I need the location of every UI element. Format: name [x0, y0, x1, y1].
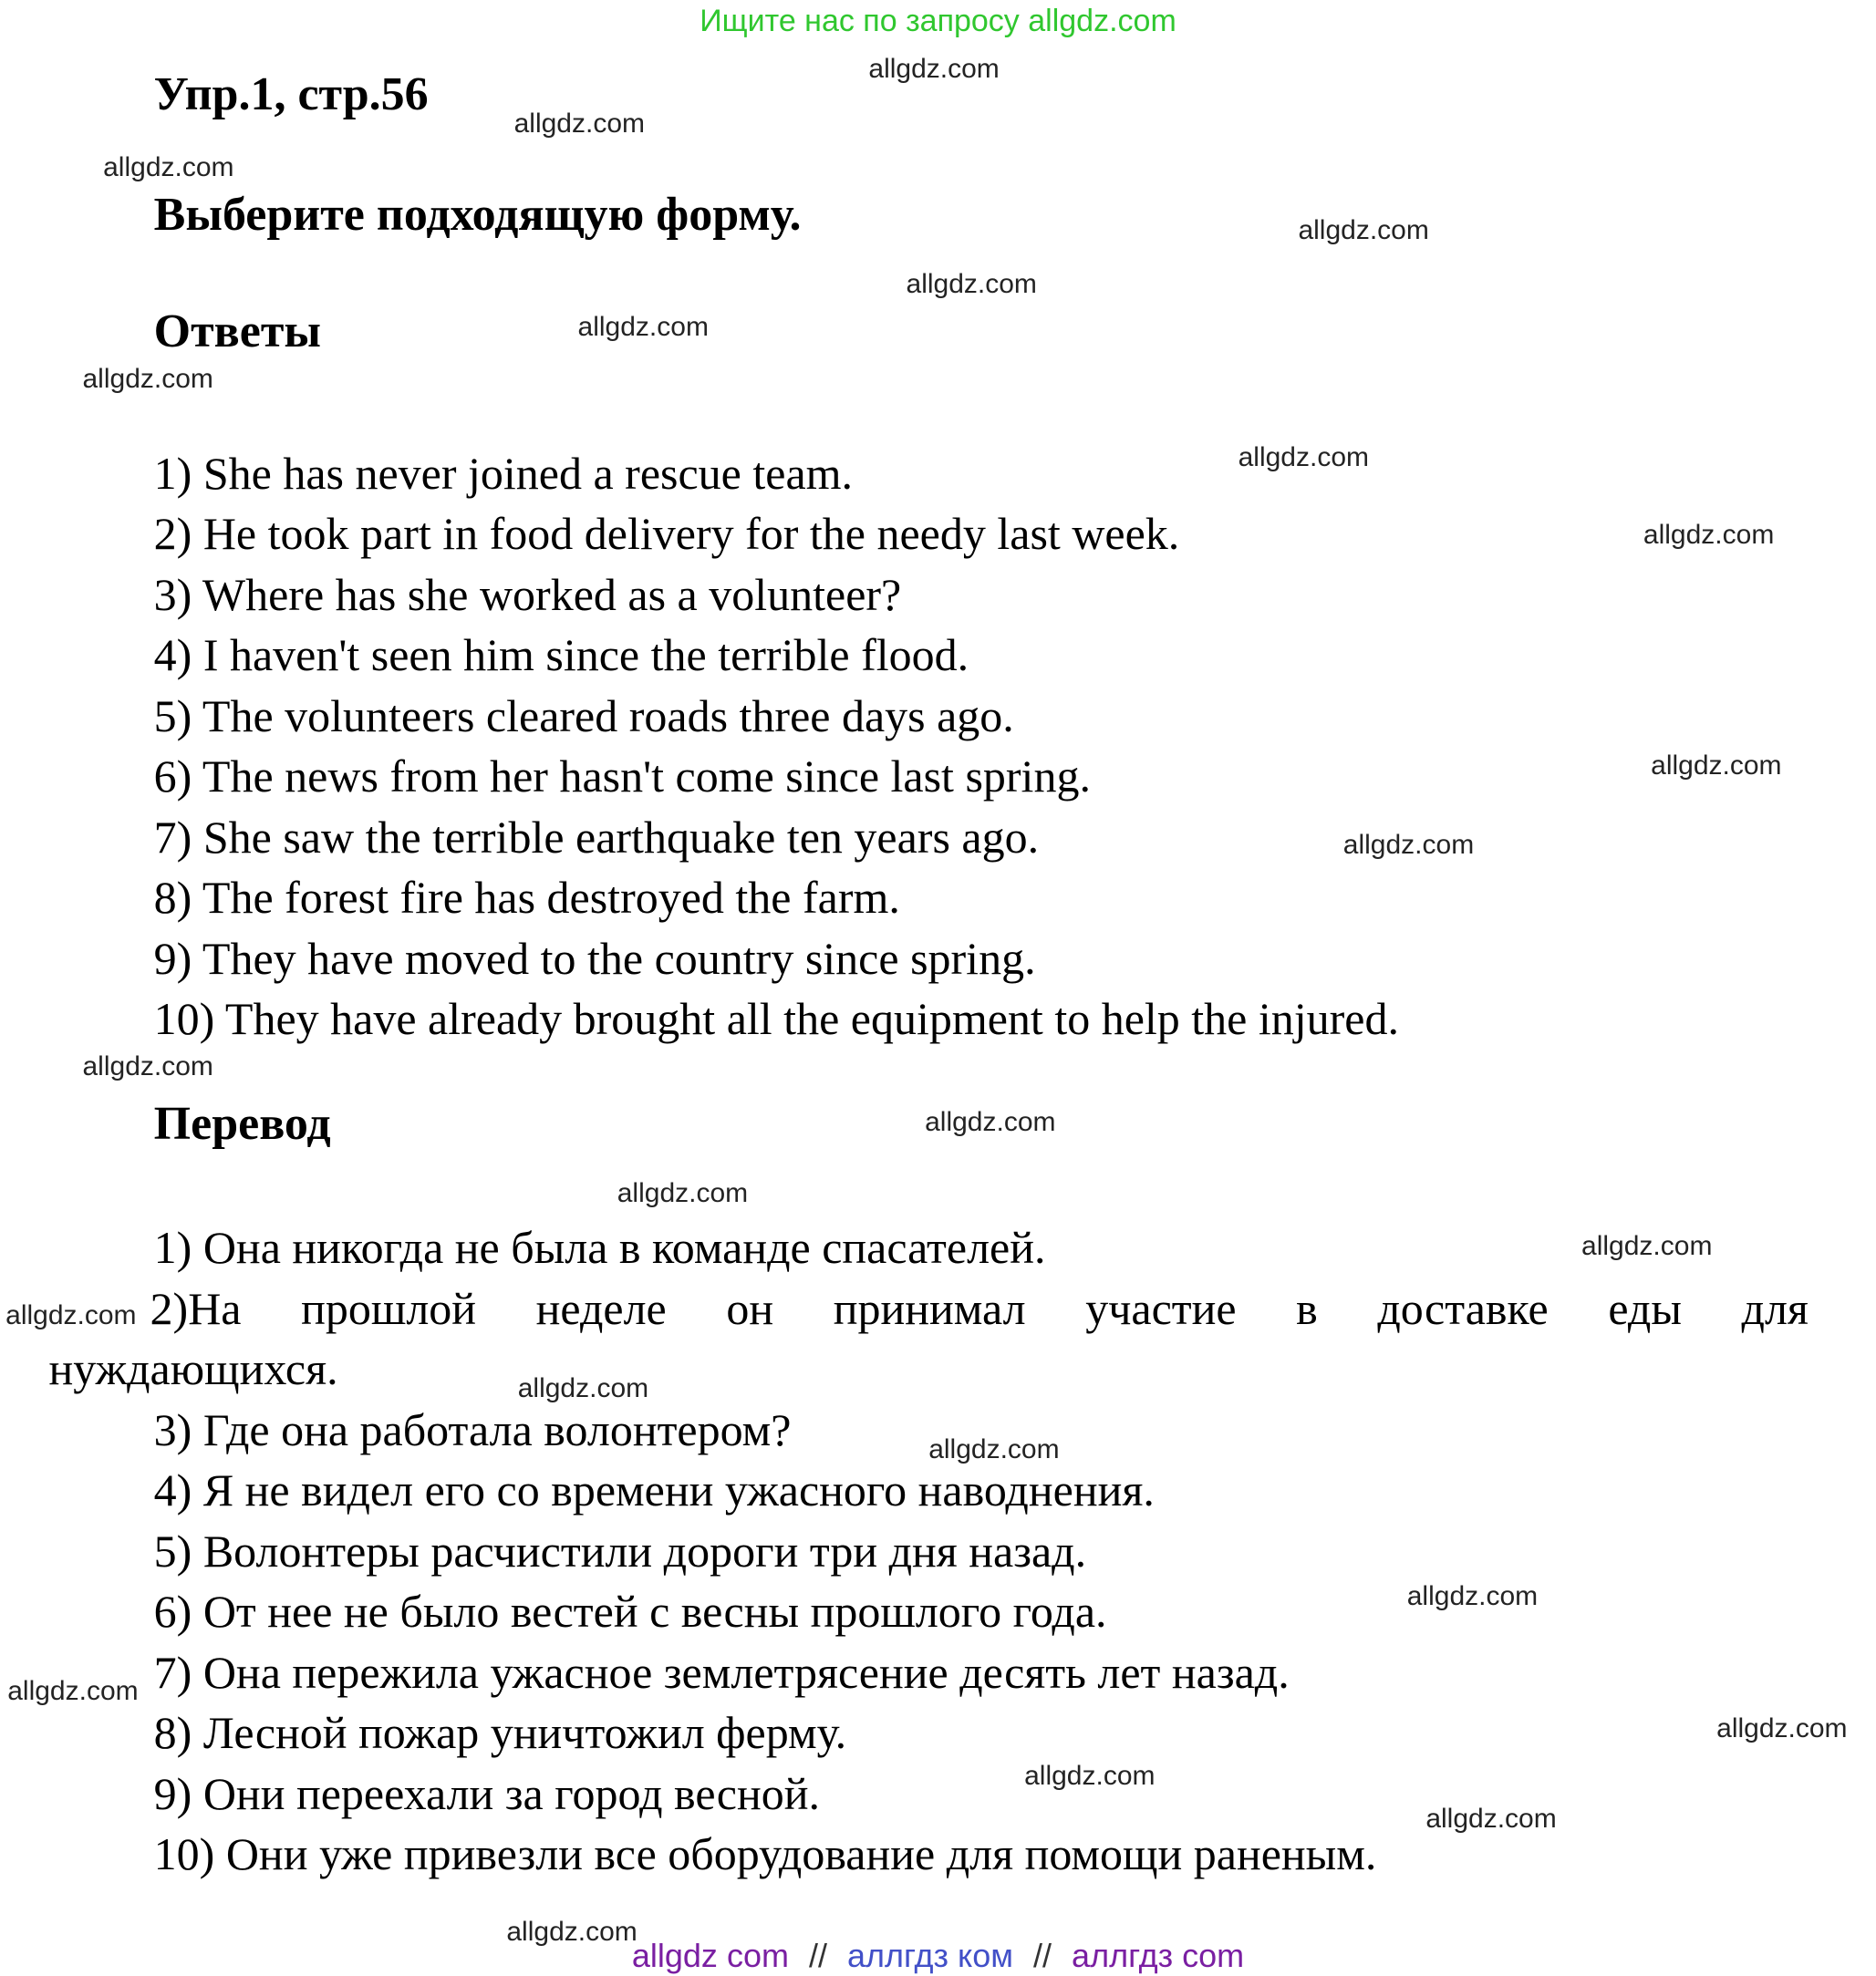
footer-text-3: аллгдз com [1072, 1936, 1245, 1974]
watermark: allgdz.com [928, 1434, 1060, 1465]
answers-heading: Ответы [153, 305, 321, 357]
watermark: allgdz.com [1716, 1712, 1848, 1743]
translation-line: нуждающихся. [48, 1343, 338, 1395]
watermark: allgdz.com [7, 1675, 139, 1706]
watermark: allgdz.com [103, 151, 234, 182]
watermark: allgdz.com [1238, 442, 1370, 473]
translation-line: 10) Они уже привезли все оборудование для помощи раненым. [153, 1828, 1377, 1880]
translation-line: 6) От нее не было вестей с весны прошлого года. [153, 1586, 1107, 1638]
watermark: allgdz.com [5, 1299, 137, 1330]
watermark: allgdz.com [82, 1050, 213, 1081]
watermark: allgdz.com [1643, 519, 1775, 550]
task-heading: Выберите подходящую форму. [153, 188, 802, 241]
answer-line: 6) The news from her hasn't come since last spring. [153, 750, 1091, 802]
watermark: allgdz.com [1024, 1760, 1156, 1791]
watermark: allgdz.com [1298, 215, 1429, 246]
footer-separator-1: // [808, 1936, 827, 1974]
watermark: allgdz.com [1651, 750, 1782, 781]
watermark: allgdz.com [506, 1916, 637, 1947]
footer-text-2: аллгдз ком [847, 1936, 1013, 1974]
answer-line: 9) They have moved to the country since spring. [153, 932, 1036, 984]
watermark: allgdz.com [1406, 1580, 1539, 1611]
watermark: allgdz.com [925, 1106, 1056, 1137]
footer-separator-2: // [1033, 1936, 1052, 1974]
translation-line: 4) Я не видел его со времени ужасного наводнения. [153, 1464, 1155, 1516]
answer-line: 7) She saw the terrible earthquake ten years ago. [153, 811, 1040, 863]
translation-line: 8) Лесной пожар уничтожил ферму. [153, 1707, 847, 1759]
translation-line: 7) Она пережила ужасное землетрясение десять лет назад. [153, 1646, 1290, 1698]
footer [632, 1937, 1244, 1975]
translation-line: 2)На прошлой неделе он принимал участие в доставке еды для [150, 1282, 1809, 1334]
answer-line: 1) She has never joined a rescue team. [153, 447, 854, 499]
watermark: allgdz.com [513, 109, 646, 140]
watermark: allgdz.com [517, 1373, 649, 1404]
watermark: allgdz.com [1581, 1231, 1713, 1262]
translation-heading: Перевод [153, 1097, 331, 1150]
answer-line: 4) I haven't seen him since the terrible flood. [153, 629, 969, 681]
exercise-title: Упр.1, стр.56 [153, 67, 429, 120]
watermark: allgdz.com [82, 363, 213, 394]
watermark: allgdz.com [1425, 1804, 1557, 1835]
answer-line: 10) They have already brought all the equipment to help the injured. [153, 993, 1400, 1045]
translation-line: 9) Они переехали за город весной. [153, 1767, 820, 1819]
answer-line: 5) The volunteers cleared roads three days ago. [153, 689, 1014, 741]
answer-line: 3) Where has she worked as a volunteer? [153, 568, 902, 620]
translation-line: 5) Волонтеры расчистили дороги три дня назад. [153, 1525, 1087, 1577]
watermark: allgdz.com [906, 268, 1037, 299]
promo-banner: Ищите нас по запросу allgdz.com [700, 4, 1176, 39]
translation-line: 3) Где она работала волонтером? [153, 1403, 792, 1455]
translation-line: 1) Она никогда не была в команде спасателей. [153, 1222, 1046, 1274]
watermark: allgdz.com [1342, 830, 1475, 861]
watermark: allgdz.com [577, 312, 709, 343]
watermark: allgdz.com [868, 53, 1000, 84]
watermark: allgdz.com [617, 1177, 749, 1208]
answer-line: 8) The forest fire has destroyed the farm. [153, 872, 900, 924]
answer-line: 2) He took part in food delivery for the needy last week. [153, 508, 1180, 560]
footer-text-1: allgdz com [631, 1936, 789, 1974]
